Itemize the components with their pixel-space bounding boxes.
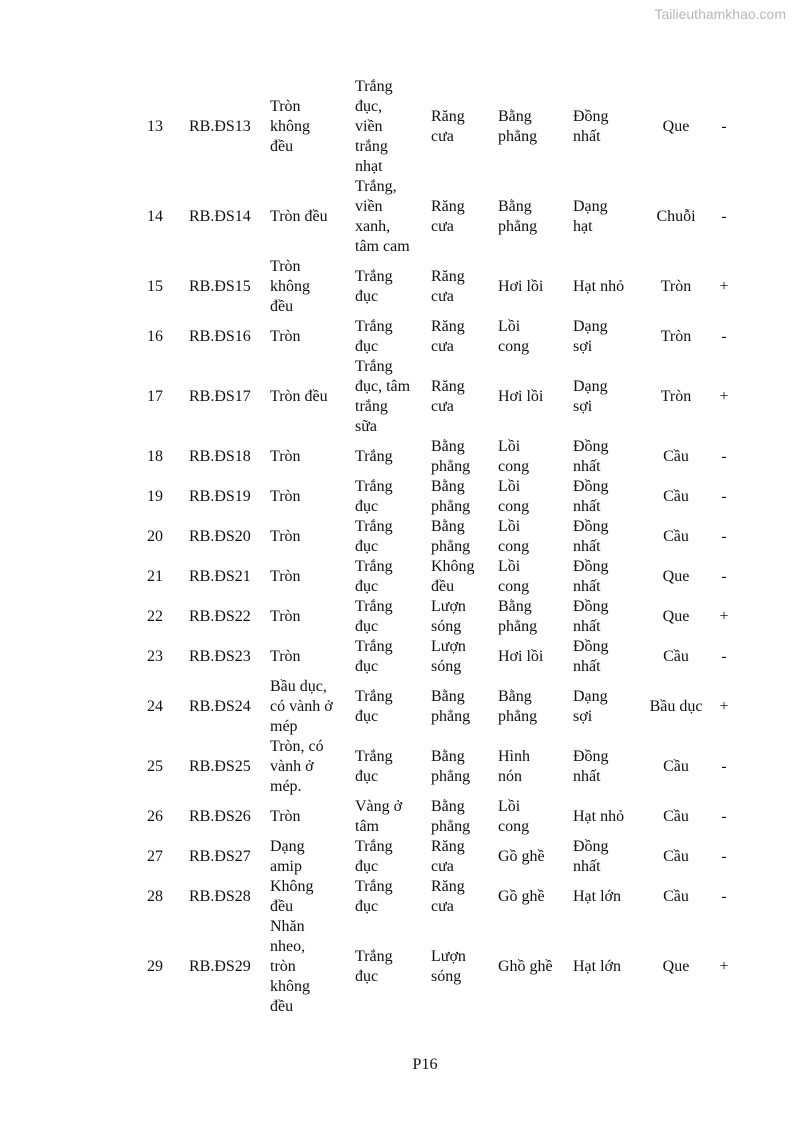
colony-color: Trắng đục (355, 518, 393, 555)
strain-code: RB.ĐS16 (189, 328, 251, 345)
colony-structure: Hạt lớn (573, 888, 622, 905)
row-number: 26 (147, 808, 163, 825)
colony-structure: Đồng nhất (573, 838, 609, 875)
cell-shape: Que (662, 568, 690, 585)
colony-structure: Hạt lớn (573, 958, 622, 975)
colony-structure: Dạng sợi (573, 378, 608, 415)
colony-shape: Tròn không đều (270, 258, 310, 315)
colony-edge: Răng cưa (431, 878, 465, 915)
watermark: Tailieuthamkhao.com (654, 6, 786, 22)
row-number: 25 (147, 758, 163, 775)
colony-shape: Tròn (270, 568, 301, 585)
gram-result: + (719, 608, 729, 625)
colony-structure: Đồng nhất (573, 108, 609, 145)
table-row (147, 677, 744, 737)
strain-code: RB.ĐS21 (189, 568, 251, 585)
colony-edge: Răng cưa (431, 268, 465, 305)
cell-shape: Cầu (663, 448, 689, 465)
colony-surface: Lồi cong (498, 518, 530, 555)
colony-structure: Dạng hạt (573, 198, 608, 235)
table-body (147, 77, 744, 1017)
isolate-characteristics-table (147, 77, 744, 1017)
cell-shape: Que (662, 958, 690, 975)
table-row (147, 177, 744, 257)
row-number: 28 (147, 888, 163, 905)
gram-result: - (721, 758, 727, 775)
row-number: 18 (147, 448, 163, 465)
cell-shape: Que (662, 118, 690, 135)
cell-shape: Que (662, 608, 690, 625)
colony-edge: Lượn sóng (431, 948, 466, 985)
gram-result: + (719, 958, 729, 975)
colony-surface: Hình nón (498, 748, 530, 785)
row-number: 16 (147, 328, 163, 345)
colony-shape: Không đều (270, 878, 314, 915)
colony-surface: Ghồ ghề (498, 958, 553, 975)
colony-structure: Hạt nhỏ (573, 808, 625, 825)
row-number: 14 (147, 208, 163, 225)
colony-structure: Dạng sợi (573, 688, 608, 725)
colony-edge: Không đều (431, 558, 475, 595)
gram-result: - (721, 648, 727, 665)
colony-color: Trắng đục (355, 688, 393, 725)
row-number: 19 (147, 488, 163, 505)
strain-code: RB.ĐS17 (189, 388, 251, 405)
strain-code: RB.ĐS28 (189, 888, 251, 905)
gram-result: - (721, 118, 727, 135)
colony-edge: Bằng phẳng (431, 688, 471, 725)
colony-structure: Đồng nhất (573, 598, 609, 635)
colony-edge: Lượn sóng (431, 638, 466, 675)
colony-color: Trắng đục (355, 638, 393, 675)
colony-structure: Hạt nhỏ (573, 278, 625, 295)
colony-surface: Bằng phẳng (498, 598, 538, 635)
colony-surface: Gồ ghề (498, 888, 545, 905)
cell-shape: Cầu (663, 488, 689, 505)
colony-structure: Đồng nhất (573, 478, 609, 515)
colony-surface: Hơi lồi (498, 388, 544, 405)
cell-shape: Chuỗi (656, 208, 696, 225)
colony-shape: Nhăn nheo, tròn không đều (270, 918, 310, 1015)
colony-shape: Tròn, có vành ở mép. (270, 738, 324, 795)
strain-code: RB.ĐS22 (189, 608, 251, 625)
colony-color: Trắng đục (355, 558, 393, 595)
colony-edge: Bằng phẳng (431, 478, 471, 515)
row-number: 27 (147, 848, 163, 865)
table-row (147, 637, 744, 677)
table-row (147, 737, 744, 797)
strain-code: RB.ĐS14 (189, 208, 251, 225)
colony-surface: Bằng phẳng (498, 108, 538, 145)
row-number: 22 (147, 608, 163, 625)
table-row (147, 517, 744, 557)
table-row (147, 797, 744, 837)
colony-structure: Đồng nhất (573, 438, 609, 475)
colony-color: Trắng đục (355, 878, 393, 915)
colony-shape: Tròn (270, 488, 301, 505)
colony-shape: Tròn (270, 528, 301, 545)
row-number: 20 (147, 528, 163, 545)
colony-color: Trắng đục (355, 318, 393, 355)
cell-shape: Cầu (663, 528, 689, 545)
row-number: 17 (147, 388, 163, 405)
cell-shape: Cầu (663, 808, 689, 825)
cell-shape: Cầu (663, 848, 689, 865)
table-row (147, 477, 744, 517)
colony-color: Trắng đục (355, 948, 393, 985)
table-row (147, 597, 744, 637)
colony-edge: Răng cưa (431, 108, 465, 145)
strain-code: RB.ĐS18 (189, 448, 251, 465)
gram-result: - (721, 888, 727, 905)
colony-color: Trắng đục (355, 478, 393, 515)
gram-result: - (721, 568, 727, 585)
strain-code: RB.ĐS29 (189, 958, 251, 975)
table-row (147, 257, 744, 317)
table-row (147, 557, 744, 597)
colony-color: Trắng (355, 448, 393, 465)
colony-shape: Tròn đều (270, 388, 328, 405)
colony-shape: Tròn không đều (270, 98, 310, 155)
gram-result: - (721, 488, 727, 505)
colony-edge: Lượn sóng (431, 598, 466, 635)
table-row (147, 877, 744, 917)
strain-code: RB.ĐS19 (189, 488, 251, 505)
colony-edge: Răng cưa (431, 838, 465, 875)
cell-shape: Bầu dục (649, 698, 703, 715)
cell-shape: Cầu (663, 648, 689, 665)
gram-result: + (719, 388, 729, 405)
cell-shape: Cầu (663, 888, 689, 905)
table-row (147, 837, 744, 877)
colony-edge: Bằng phẳng (431, 798, 471, 835)
cell-shape: Cầu (663, 758, 689, 775)
colony-surface: Bằng phẳng (498, 688, 538, 725)
cell-shape: Tròn (660, 388, 692, 405)
colony-edge: Răng cưa (431, 318, 465, 355)
colony-shape: Tròn (270, 608, 301, 625)
colony-color: Trắng đục (355, 598, 393, 635)
colony-color: Trắng đục (355, 268, 393, 305)
table-row (147, 917, 744, 1017)
row-number: 15 (147, 278, 163, 295)
colony-structure: Đồng nhất (573, 748, 609, 785)
colony-surface: Lồi cong (498, 798, 530, 835)
colony-shape: Tròn (270, 448, 301, 465)
gram-result: - (721, 528, 727, 545)
page-number: P16 (412, 1056, 438, 1073)
row-number: 13 (147, 118, 163, 135)
gram-result: - (721, 848, 727, 865)
colony-surface: Lồi cong (498, 478, 530, 515)
colony-shape: Tròn (270, 328, 301, 345)
table-row (147, 317, 744, 357)
colony-shape: Tròn (270, 648, 301, 665)
colony-color: Trắng đục, viền trắng nhạt (355, 78, 393, 175)
strain-code: RB.ĐS13 (189, 118, 251, 135)
cell-shape: Tròn (660, 328, 692, 345)
colony-edge: Răng cưa (431, 378, 465, 415)
strain-code: RB.ĐS15 (189, 278, 251, 295)
colony-color: Trắng, viền xanh, tâm cam (355, 178, 410, 255)
colony-surface: Gồ ghề (498, 848, 545, 865)
colony-edge: Răng cưa (431, 198, 465, 235)
row-number: 29 (147, 958, 163, 975)
colony-shape: Tròn đều (270, 208, 328, 225)
table-row (147, 437, 744, 477)
colony-edge: Bằng phẳng (431, 438, 471, 475)
strain-code: RB.ĐS20 (189, 528, 251, 545)
colony-structure: Đồng nhất (573, 518, 609, 555)
colony-surface: Hơi lồi (498, 278, 544, 295)
colony-color: Trắng đục (355, 838, 393, 875)
gram-result: - (721, 808, 727, 825)
colony-structure: Dạng sợi (573, 318, 608, 355)
colony-surface: Hơi lồi (498, 648, 544, 665)
table-row (147, 77, 744, 177)
table-row (147, 357, 744, 437)
colony-shape: Dạng amip (270, 838, 305, 875)
strain-code: RB.ĐS27 (189, 848, 251, 865)
colony-surface: Lồi cong (498, 318, 530, 355)
row-number: 23 (147, 648, 163, 665)
colony-edge: Bằng phẳng (431, 518, 471, 555)
colony-structure: Đồng nhất (573, 638, 609, 675)
colony-surface: Lồi cong (498, 438, 530, 475)
colony-surface: Lồi cong (498, 558, 530, 595)
gram-result: - (721, 208, 727, 225)
colony-color: Trắng đục (355, 748, 393, 785)
row-number: 21 (147, 568, 163, 585)
colony-color: Vàng ở tâm (355, 798, 403, 835)
gram-result: - (721, 448, 727, 465)
colony-structure: Đồng nhất (573, 558, 609, 595)
cell-shape: Tròn (660, 278, 692, 295)
strain-code: RB.ĐS25 (189, 758, 251, 775)
gram-result: + (719, 278, 729, 295)
colony-edge: Bằng phẳng (431, 748, 471, 785)
gram-result: - (721, 328, 727, 345)
colony-shape: Bầu dục, có vành ở mép (270, 678, 333, 735)
colony-color: Trắng đục, tâm trắng sữa (355, 358, 411, 435)
gram-result: + (719, 698, 729, 715)
colony-surface: Bằng phẳng (498, 198, 538, 235)
row-number: 24 (147, 698, 163, 715)
strain-code: RB.ĐS26 (189, 808, 251, 825)
colony-shape: Tròn (270, 808, 301, 825)
strain-code: RB.ĐS24 (189, 698, 251, 715)
strain-code: RB.ĐS23 (189, 648, 251, 665)
